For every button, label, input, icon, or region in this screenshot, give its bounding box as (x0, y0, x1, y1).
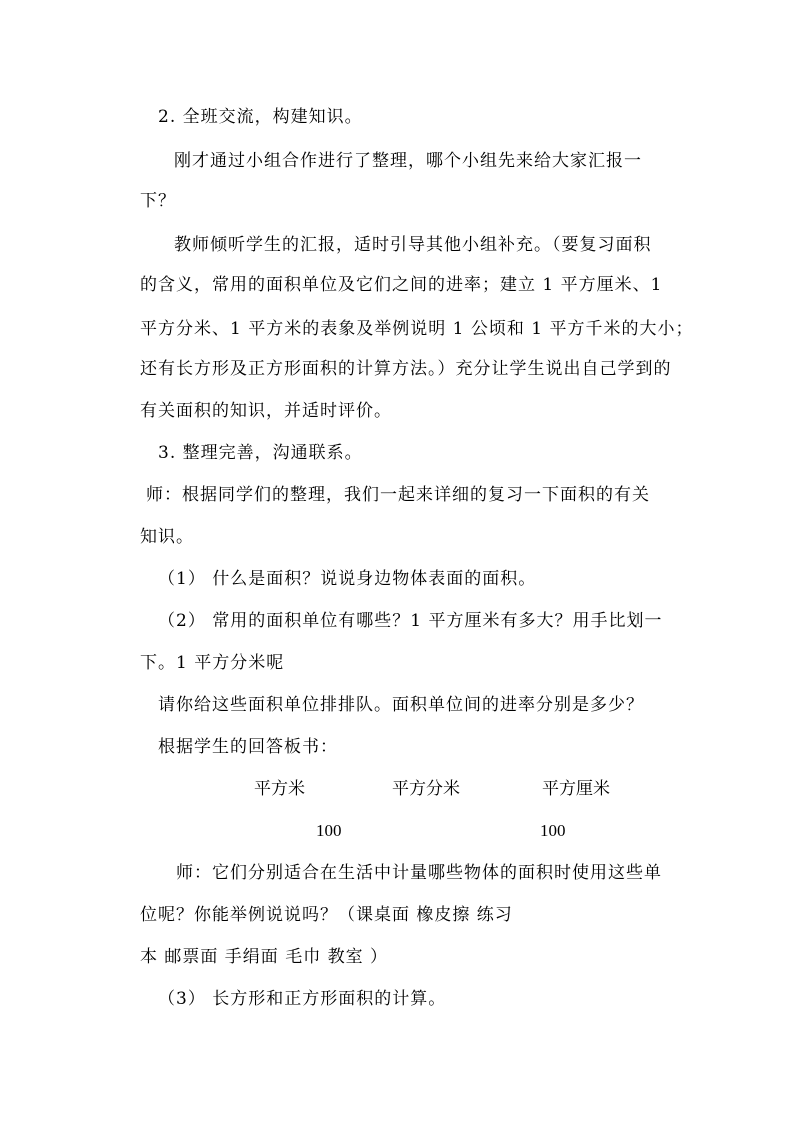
board-unit-square-centimeter: 平方厘米 (542, 779, 610, 799)
paragraph-line: 师：根据同学们的整理，我们一起来详细的复习一下面积的有关 (146, 485, 650, 505)
paragraph-line: 请你给这些面积单位排排队。面积单位间的进率分别是多少？ (158, 695, 644, 715)
question-1: （1） 什么是面积？说说身边物体表面的面积。 (158, 569, 537, 589)
paragraph-line: 还有长方形及正方形面积的计算方法。）充分让学生说出自己学到的 (140, 359, 672, 379)
section-3-heading: 3. 整理完善，沟通联系。 (158, 443, 363, 463)
section-2-heading: 2. 全班交流，构建知识。 (158, 107, 363, 127)
paragraph-line: 平方分米、1 平方米的表象及举例说明 1 公顷和 1 平方千米的大小； (140, 319, 694, 339)
board-unit-square-meter: 平方米 (254, 779, 305, 799)
paragraph-line: 位呢？你能举例说说吗？（课桌面 橡皮擦 练习 (140, 905, 513, 925)
paragraph-line: 有关面积的知识，并适时评价。 (140, 401, 392, 421)
board-rate-1: 100 (316, 821, 342, 840)
paragraph-line: 根据学生的回答板书： (158, 737, 338, 757)
paragraph-line: 的含义，常用的面积单位及它们之间的进率；建立 1 平方厘米、1 (140, 275, 663, 295)
paragraph-line: 下？ (140, 191, 176, 211)
question-2: （2） 常用的面积单位有哪些？1 平方厘米有多大？用手比划一 (158, 611, 663, 631)
paragraph-line: 本 邮票面 手绢面 毛巾 教室 ） (140, 947, 389, 967)
board-unit-square-decimeter: 平方分米 (392, 779, 460, 799)
paragraph-line: 下。1 平方分米呢 (140, 653, 285, 673)
paragraph-line: 刚才通过小组合作进行了整理，哪个小组先来给大家汇报一 (174, 151, 642, 171)
board-rate-2: 100 (540, 821, 566, 840)
question-3: （3） 长方形和正方形面积的计算。 (158, 989, 447, 1009)
paragraph-line: 知识。 (140, 527, 194, 547)
paragraph-line: 师：它们分别适合在生活中计量哪些物体的面积时使用这些单 (176, 863, 662, 883)
paragraph-line: 教师倾听学生的汇报，适时引导其他小组补充。（要复习面积 (174, 235, 652, 255)
